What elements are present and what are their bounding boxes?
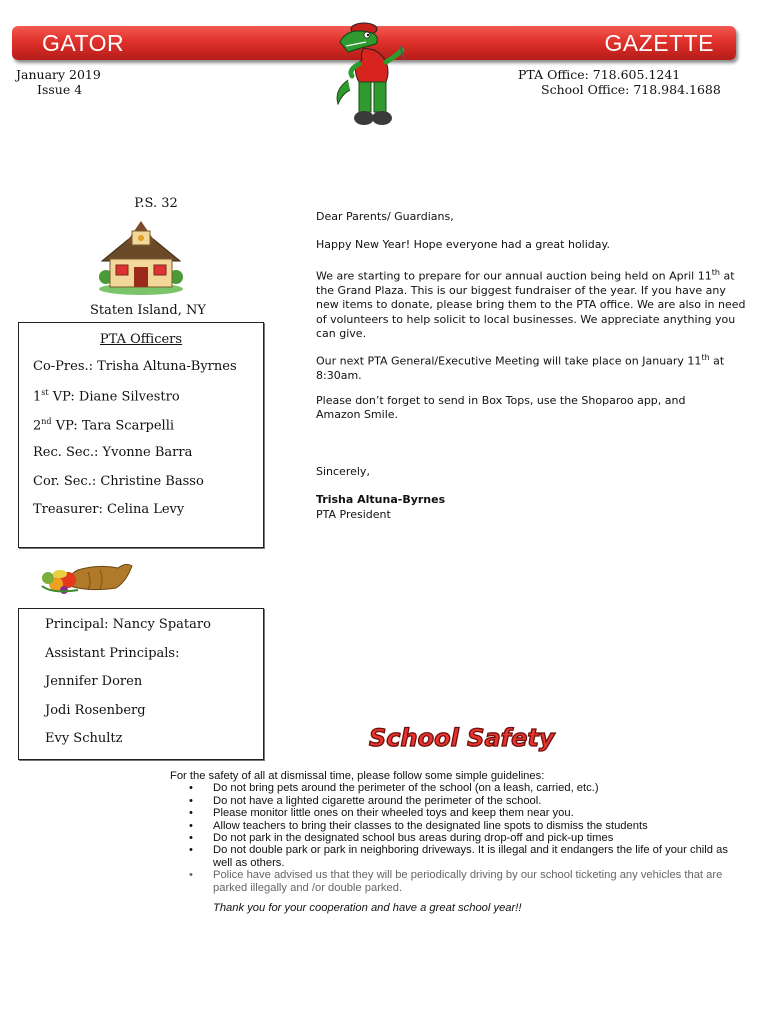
school-office-phone: School Office: 718.984.1688 — [541, 82, 721, 97]
safety-list-item: • Do not have a lighted cigarette around the perimeter of the school. — [170, 795, 730, 807]
letter-paragraph: Happy New Year! Hope everyone had a great holiday. — [316, 238, 610, 251]
letter-closing: Sincerely, — [316, 465, 370, 478]
assistant-principal: Jodi Rosenberg — [45, 703, 146, 718]
principal: Principal: Nancy Spataro — [45, 617, 211, 632]
letter-signer-title: PTA President — [316, 508, 391, 521]
gator-mascot-icon — [326, 20, 408, 132]
safety-list-item: • Police have advised us that they will be periodically driving by our school ticketing any vehicles that are parked illegally and /or double parked. — [170, 869, 730, 894]
pta-officers-title: PTA Officers — [99, 332, 183, 347]
masthead-title-right: GAZETTE — [604, 30, 714, 56]
letter-paragraph: We are starting to prepare for our annual auction being held on April 11th at the Grand Plaza. This is our biggest fundraiser of the year. If you have any new items to donate, please bring them to the PTA office. We are also in need of volunteers to help solicit to local businesses. We appreciate anything you can give. — [316, 268, 746, 341]
officer-recording-secretary: Rec. Sec.: Yvonne Barra — [33, 445, 193, 460]
safety-list-item: • Allow teachers to bring their classes to the designated line spots to dismiss the students — [170, 820, 730, 832]
issue-number: Issue 4 — [37, 82, 83, 97]
safety-list-item: • Do not park in the designated school bus areas during drop-off and pick-up times — [170, 832, 730, 844]
letter-signer: Trisha Altuna-Byrnes — [316, 493, 446, 506]
officer-corresponding-secretary: Cor. Sec.: Christine Basso — [33, 474, 204, 489]
letter-paragraph: Our next PTA General/Executive Meeting will take place on January 11th at 8:30am. — [316, 353, 725, 383]
safety-list-item: • Do not double park or park in neighboring driveways. It is illegal and it endangers the life of your child as well as others. — [170, 844, 730, 869]
letter-greeting: Dear Parents/ Guardians, — [316, 210, 454, 223]
assistant-principal: Jennifer Doren — [45, 674, 143, 689]
assistant-principal: Evy Schultz — [45, 731, 123, 746]
schoolhouse-icon — [98, 215, 184, 295]
officer-treasurer: Treasurer: Celina Levy — [33, 502, 185, 517]
pta-office-phone: PTA Office: 718.605.1241 — [518, 67, 681, 82]
issue-date: January 2019 — [16, 67, 101, 82]
safety-thanks: Thank you for your cooperation and have a great school year!! — [213, 902, 522, 915]
letter-paragraph: Please don’t forget to send in Box Tops, use the Shoparoo app, and Amazon Smile. — [316, 394, 686, 422]
officer-co-president: Co-Pres.: Trisha Altuna-Byrnes — [33, 359, 237, 374]
safety-intro: For the safety of all at dismissal time, please follow some simple guidelines: — [170, 770, 545, 782]
masthead-title-left: GATOR — [42, 30, 125, 56]
svg-text:School Safety: School Safety — [369, 724, 555, 752]
safety-section — [170, 770, 730, 914]
officer-first-vp: 1st VP: Diane Silvestro — [33, 388, 180, 405]
assistant-principals-heading: Assistant Principals: — [45, 646, 180, 661]
cornucopia-icon — [38, 560, 134, 596]
school-safety-heading — [366, 720, 602, 754]
officer-second-vp: 2nd VP: Tara Scarpelli — [33, 417, 175, 434]
safety-list — [170, 782, 730, 894]
pta-officers-box — [18, 322, 264, 548]
safety-list-item: • Do not bring pets around the perimeter of the school (on a leash, carried, etc.) — [170, 782, 730, 794]
safety-list-item: • Please monitor little ones on their wheeled toys and keep them near you. — [170, 807, 730, 819]
administration-box — [18, 608, 264, 760]
school-location: Staten Island, NY — [90, 303, 206, 318]
school-name: P.S. 32 — [134, 196, 178, 211]
